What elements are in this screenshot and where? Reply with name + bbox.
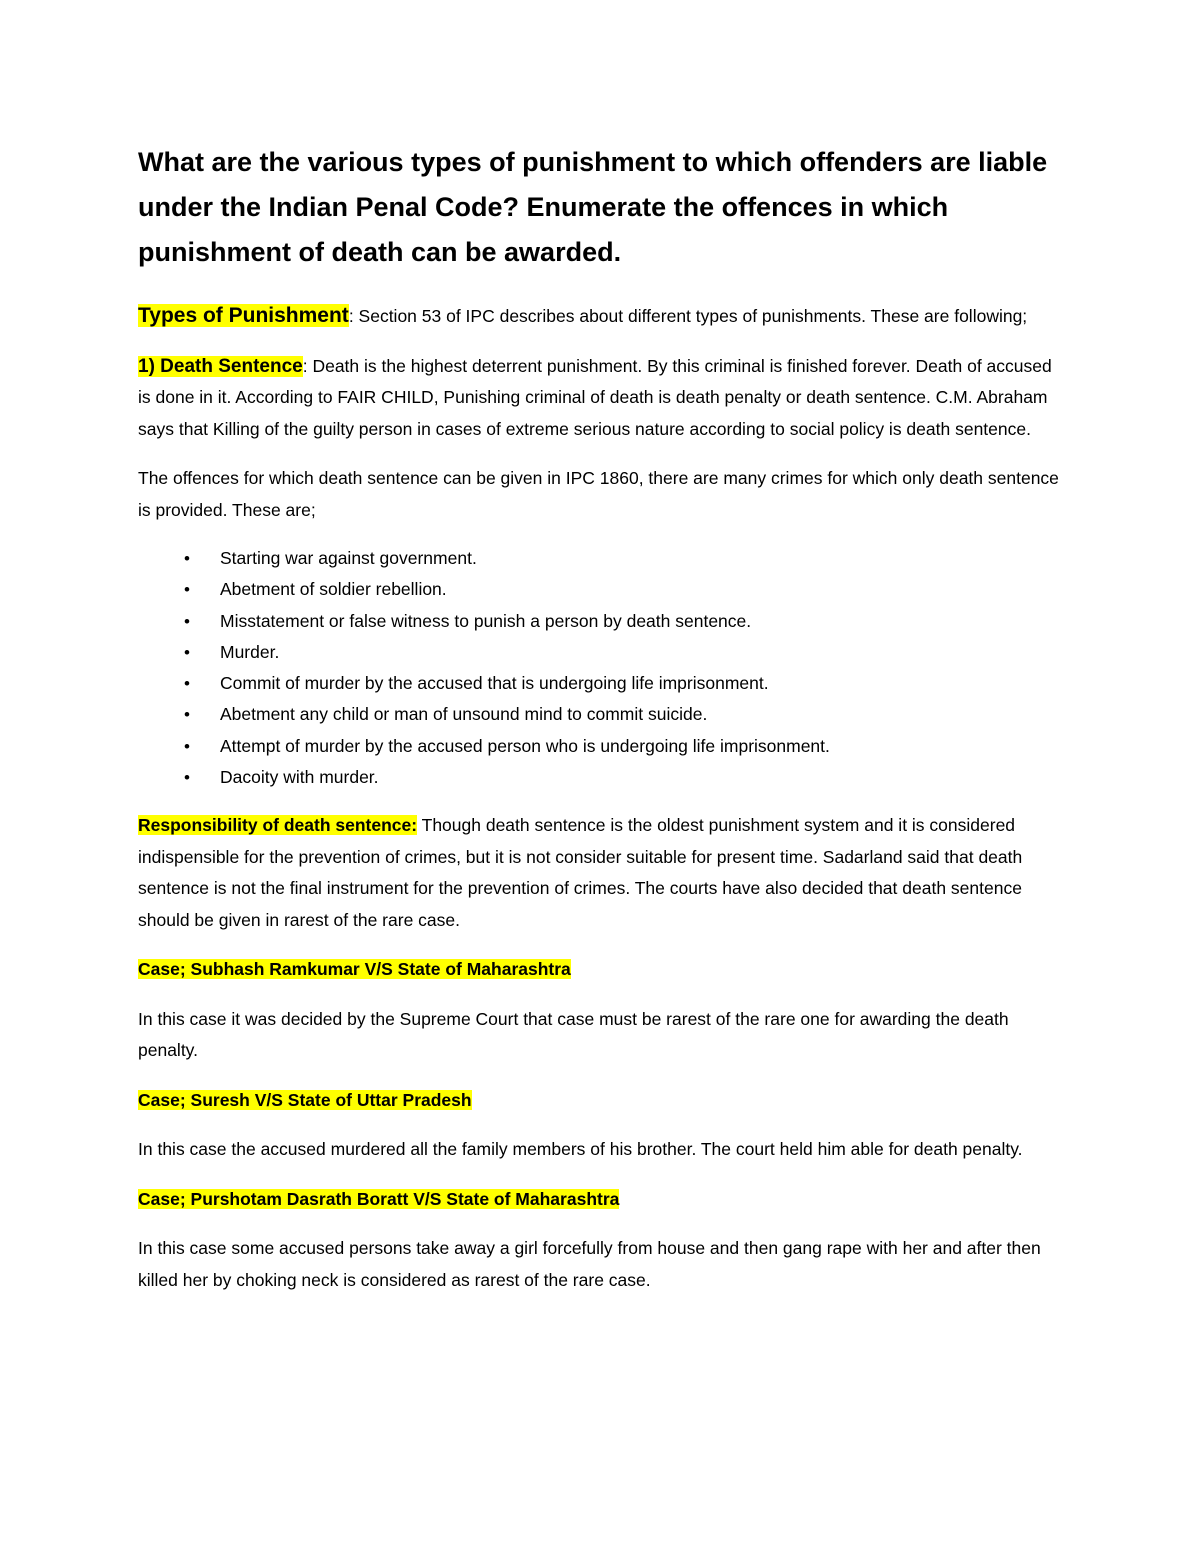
responsibility-paragraph bbox=[138, 810, 1068, 936]
bullet-icon: • bbox=[184, 705, 190, 725]
offence-text: Starting war against government. bbox=[220, 548, 477, 568]
types-paragraph bbox=[138, 300, 1068, 333]
offence-text: Attempt of murder by the accused person who is undergoing life imprisonment. bbox=[220, 735, 830, 756]
case-body: In this case the accused murdered all the family members of his brother. The court held him able for death penalty. bbox=[138, 1139, 1023, 1160]
bullet-icon: • bbox=[184, 549, 190, 568]
responsibility-heading: Responsibility of death sentence: bbox=[138, 815, 418, 836]
case-heading-text: Case; Subhash Ramkumar V/S State of Maharashtra bbox=[138, 959, 571, 980]
list-item bbox=[184, 574, 1068, 605]
types-text: : Section 53 of IPC describes about different types of punishments. These are following; bbox=[348, 306, 1028, 326]
offence-text: Murder. bbox=[220, 641, 280, 662]
case-heading bbox=[138, 954, 1068, 986]
bullet-icon: • bbox=[184, 580, 190, 600]
bullet-icon: • bbox=[184, 642, 190, 662]
offences-intro: The offences for which death sentence can be given in IPC 1860, there are many crimes for which only death sentence is provided. These are; bbox=[138, 468, 1059, 520]
bullet-icon: • bbox=[184, 674, 190, 694]
case-heading-text: Case; Suresh V/S State of Uttar Pradesh bbox=[138, 1089, 472, 1110]
case-body: In this case it was decided by the Supreme Court that case must be rarest of the rare one for awarding the death penalty. bbox=[138, 1008, 1009, 1061]
offence-text: Misstatement or false witness to punish a person by death sentence. bbox=[220, 610, 752, 631]
offence-text: Dacoity with murder. bbox=[220, 767, 379, 788]
offence-text: Commit of murder by the accused that is undergoing life imprisonment. bbox=[220, 673, 769, 694]
offence-text: Abetment of soldier rebellion. bbox=[220, 579, 447, 600]
document-page bbox=[138, 140, 1068, 1314]
bullet-icon: • bbox=[184, 736, 190, 756]
case-heading bbox=[138, 1085, 1068, 1117]
bullet-icon: • bbox=[184, 768, 190, 788]
list-item bbox=[184, 699, 1068, 730]
document-title: What are the various types of punishment to which offenders are liable under the Indian Penal Code? Enumerate the offences in which punishment of death can be awarded. bbox=[138, 147, 1048, 267]
list-item bbox=[184, 637, 1068, 668]
death-sentence-text: : Death is the highest deterrent punishment. By this criminal is finished forever. Death of accused is done in it. According to FAIR CHILD, Punishing criminal of death is death penalty or death sentence. C.M. Abraham says that Killing of the guilty person in cases of extreme serious nature according to social policy is death sentence. bbox=[138, 355, 1052, 439]
list-item bbox=[184, 543, 1068, 574]
case-body: In this case some accused persons take away a girl forcefully from house and then gang rape with her and after then killed her by choking neck is considered as rarest of the rare case. bbox=[138, 1238, 1041, 1290]
list-item bbox=[184, 731, 1068, 762]
responsibility-text: Though death sentence is the oldest punishment system and it is considered indispensible for the prevention of crimes, but it is not consider suitable for present time. Sadarland said that death sentence is not the final instrument for the prevention of crimes. The courts have also decided that death sentence should be given in rarest of the rare case. bbox=[138, 815, 1023, 930]
list-item bbox=[184, 606, 1068, 637]
list-item bbox=[184, 762, 1068, 793]
offences-list bbox=[138, 543, 1068, 793]
bullet-icon: • bbox=[184, 611, 190, 631]
list-item bbox=[184, 668, 1068, 699]
types-heading: Types of Punishment bbox=[138, 304, 349, 327]
death-sentence-heading: 1) Death Sentence bbox=[138, 355, 303, 377]
offence-text: Abetment any child or man of unsound mind to commit suicide. bbox=[220, 704, 708, 725]
case-heading-text: Case; Purshotam Dasrath Boratt V/S State of Maharashtra bbox=[138, 1188, 620, 1209]
case-heading bbox=[138, 1184, 1068, 1216]
death-sentence-paragraph bbox=[138, 351, 1068, 446]
